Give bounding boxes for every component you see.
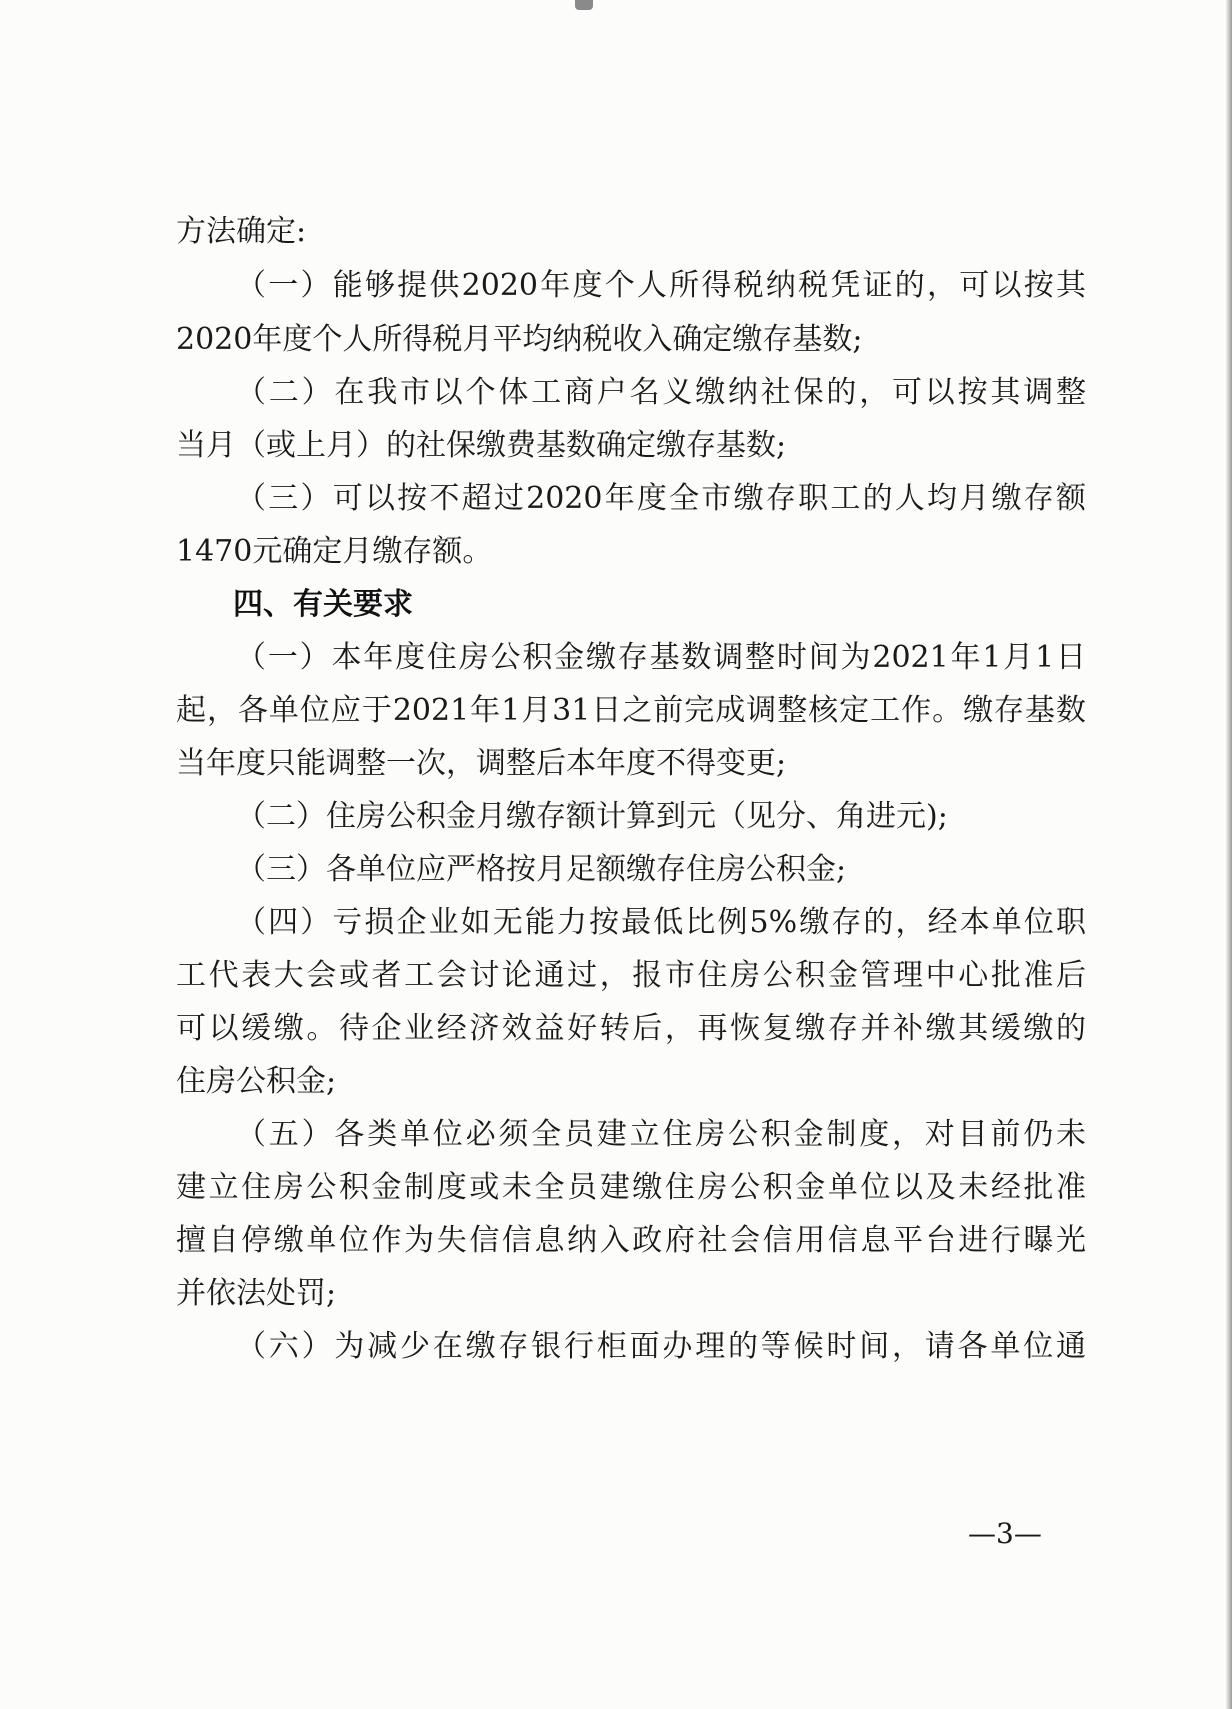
text-line: （三）各单位应严格按月足额缴存住房公积金; bbox=[236, 852, 847, 887]
text-line: 擅自停缴单位作为失信信息纳入政府社会信用信息平台进行曝光 bbox=[176, 1223, 1086, 1258]
text-line: （六）为减少在缴存银行柜面办理的等候时间，请各单位通 bbox=[236, 1329, 1086, 1364]
text-line: （二）住房公积金月缴存额计算到元（见分、角进元); bbox=[236, 799, 948, 834]
text-line: 可以缓缴。待企业经济效益好转后，再恢复缴存并补缴其缓缴的 bbox=[176, 1011, 1086, 1046]
text-line: 住房公积金; bbox=[176, 1064, 337, 1099]
text-line: 方法确定: bbox=[176, 214, 307, 249]
text-line: 1470元确定月缴存额。 bbox=[176, 534, 493, 569]
page-number: —3— bbox=[968, 1517, 1042, 1550]
text-line: 当年度只能调整一次，调整后本年度不得变更; bbox=[176, 746, 787, 781]
text-line: （五）各类单位必须全员建立住房公积金制度，对目前仍未 bbox=[236, 1117, 1086, 1152]
text-line: 工代表大会或者工会讨论通过，报市住房公积金管理中心批准后 bbox=[176, 958, 1086, 993]
text-line: 起，各单位应于2021年1月31日之前完成调整核定工作。缴存基数 bbox=[176, 693, 1086, 728]
scan-edge bbox=[1226, 0, 1232, 1709]
text-line: （三）可以按不超过2020年度全市缴存职工的人均月缴存额 bbox=[236, 481, 1086, 516]
text-line: 当月（或上月）的社保缴费基数确定缴存基数; bbox=[176, 428, 787, 463]
text-line: 建立住房公积金制度或未全员建缴住房公积金单位以及未经批准 bbox=[176, 1170, 1086, 1205]
text-line: 并依法处罚; bbox=[176, 1276, 337, 1311]
text-line: （一）能够提供2020年度个人所得税纳税凭证的，可以按其 bbox=[236, 268, 1086, 303]
scan-mark bbox=[575, 0, 593, 10]
section-heading: 四、有关要求 bbox=[233, 587, 413, 622]
text-line: （二）在我市以个体工商户名义缴纳社保的，可以按其调整 bbox=[236, 375, 1086, 410]
text-line: 2020年度个人所得税月平均纳税收入确定缴存基数; bbox=[176, 322, 863, 357]
text-line: （一）本年度住房公积金缴存基数调整时间为2021年1月1日 bbox=[236, 640, 1086, 675]
text-line: （四）亏损企业如无能力按最低比例5%缴存的，经本单位职 bbox=[236, 905, 1086, 940]
